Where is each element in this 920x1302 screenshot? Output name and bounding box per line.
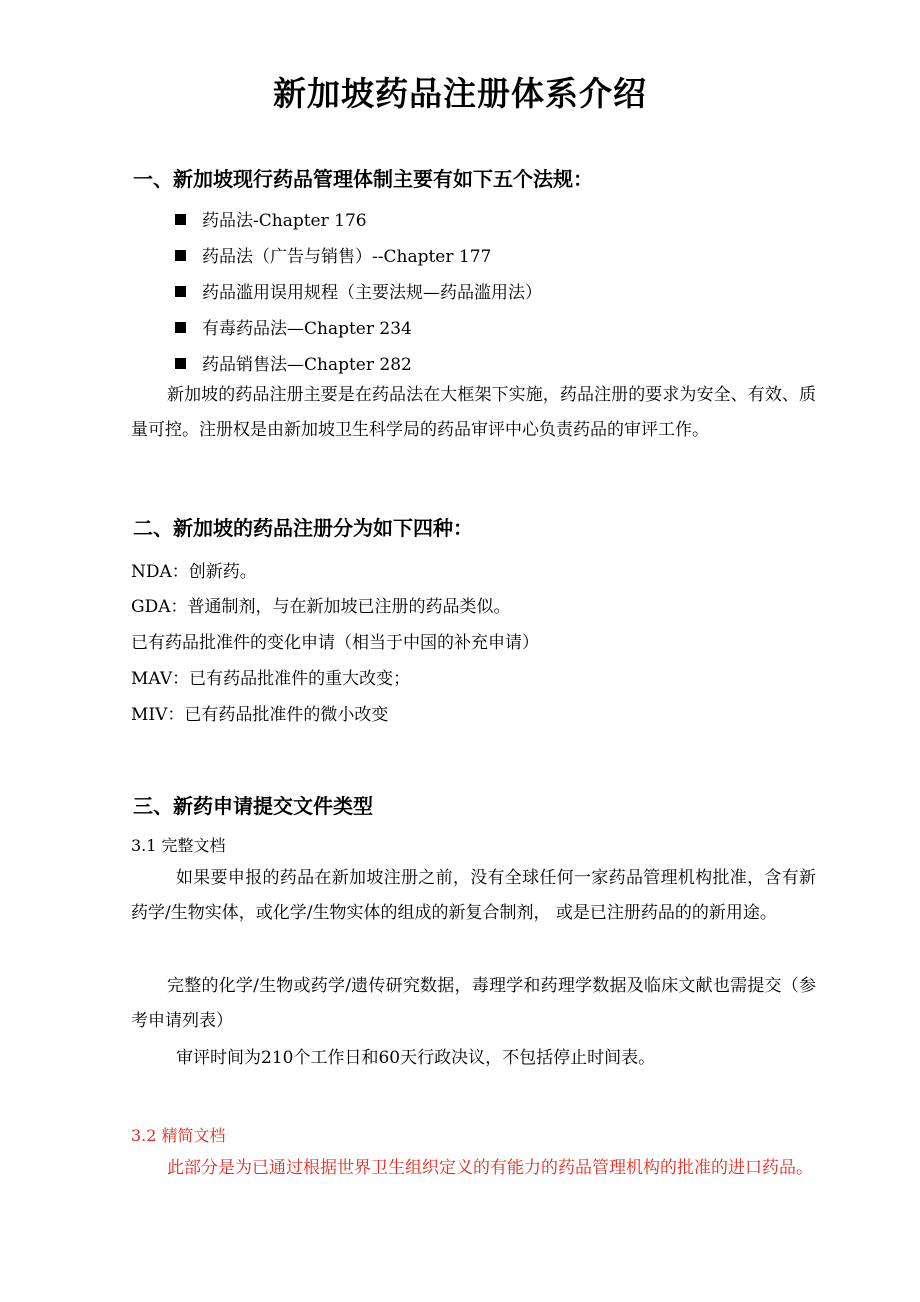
section-1-paragraph: 新加坡的药品注册主要是在药品法在大框架下实施，药品注册的要求为安全、有效、质量可控。注册权是由新加坡卫生科学局的药品审评中心负责药品的审评工作。 <box>131 385 816 440</box>
regulation-text: 有毒药品法—Chapter 234 <box>202 319 412 339</box>
registration-type-line: GDA：普通制剂，与在新加坡已注册的药品类似。 <box>131 597 511 617</box>
regulation-bullet <box>175 242 491 267</box>
square-bullet-icon <box>175 250 186 261</box>
regulation-text: 药品销售法—Chapter 282 <box>202 355 412 375</box>
subsection-3-2-heading: 3.2 精简文档 <box>131 1126 226 1145</box>
section-3-heading: 三、新药申请提交文件类型 <box>133 794 373 818</box>
regulation-text: 药品滥用误用规程（主要法规—药品滥用法） <box>202 283 542 303</box>
registration-type-line: NDA：创新药。 <box>131 562 257 582</box>
regulation-bullet <box>175 206 367 231</box>
subsection-3-1-paragraph-1: 如果要申报的药品在新加坡注册之前，没有全球任何一家药品管理机构批准，含有新药学/生物实体，或化学/生物实体的组成的新复合制剂， 或是已注册药品的的新用途。 <box>131 868 816 923</box>
registration-type-line: MAV：已有药品批准件的重大改变； <box>131 669 411 689</box>
subsection-3-1-heading: 3.1 完整文档 <box>131 836 226 855</box>
regulation-bullet <box>175 278 542 303</box>
section-2-heading: 二、新加坡的药品注册分为如下四种： <box>133 516 473 540</box>
square-bullet-icon <box>175 358 186 369</box>
section-1-heading: 一、新加坡现行药品管理体制主要有如下五个法规： <box>133 167 593 191</box>
regulation-text: 药品法-Chapter 176 <box>202 211 367 231</box>
registration-type-line: 已有药品批准件的变化申请（相当于中国的补充申请） <box>131 633 539 653</box>
page-title: 新加坡药品注册体系介绍 <box>273 74 647 113</box>
subsection-3-1-paragraph-3: 审评时间为210个工作日和60天行政决议，不包括停止时间表。 <box>176 1048 656 1068</box>
square-bullet-icon <box>175 322 186 333</box>
subsection-3-2-paragraph: 此部分是为已通过根据世界卫生组织定义的有能力的药品管理机构的批准的进口药品。 <box>167 1158 813 1178</box>
regulation-bullet <box>175 314 412 339</box>
subsection-3-1-paragraph-2: 完整的化学/生物或药学/遗传研究数据，毒理学和药理学数据及临床文献也需提交（参考申请列表） <box>131 976 816 1031</box>
square-bullet-icon <box>175 214 186 225</box>
square-bullet-icon <box>175 286 186 297</box>
regulation-text: 药品法（广告与销售）--Chapter 177 <box>202 247 492 267</box>
registration-type-line: MIV：已有药品批准件的微小改变 <box>131 705 389 725</box>
regulation-bullet <box>175 350 412 375</box>
